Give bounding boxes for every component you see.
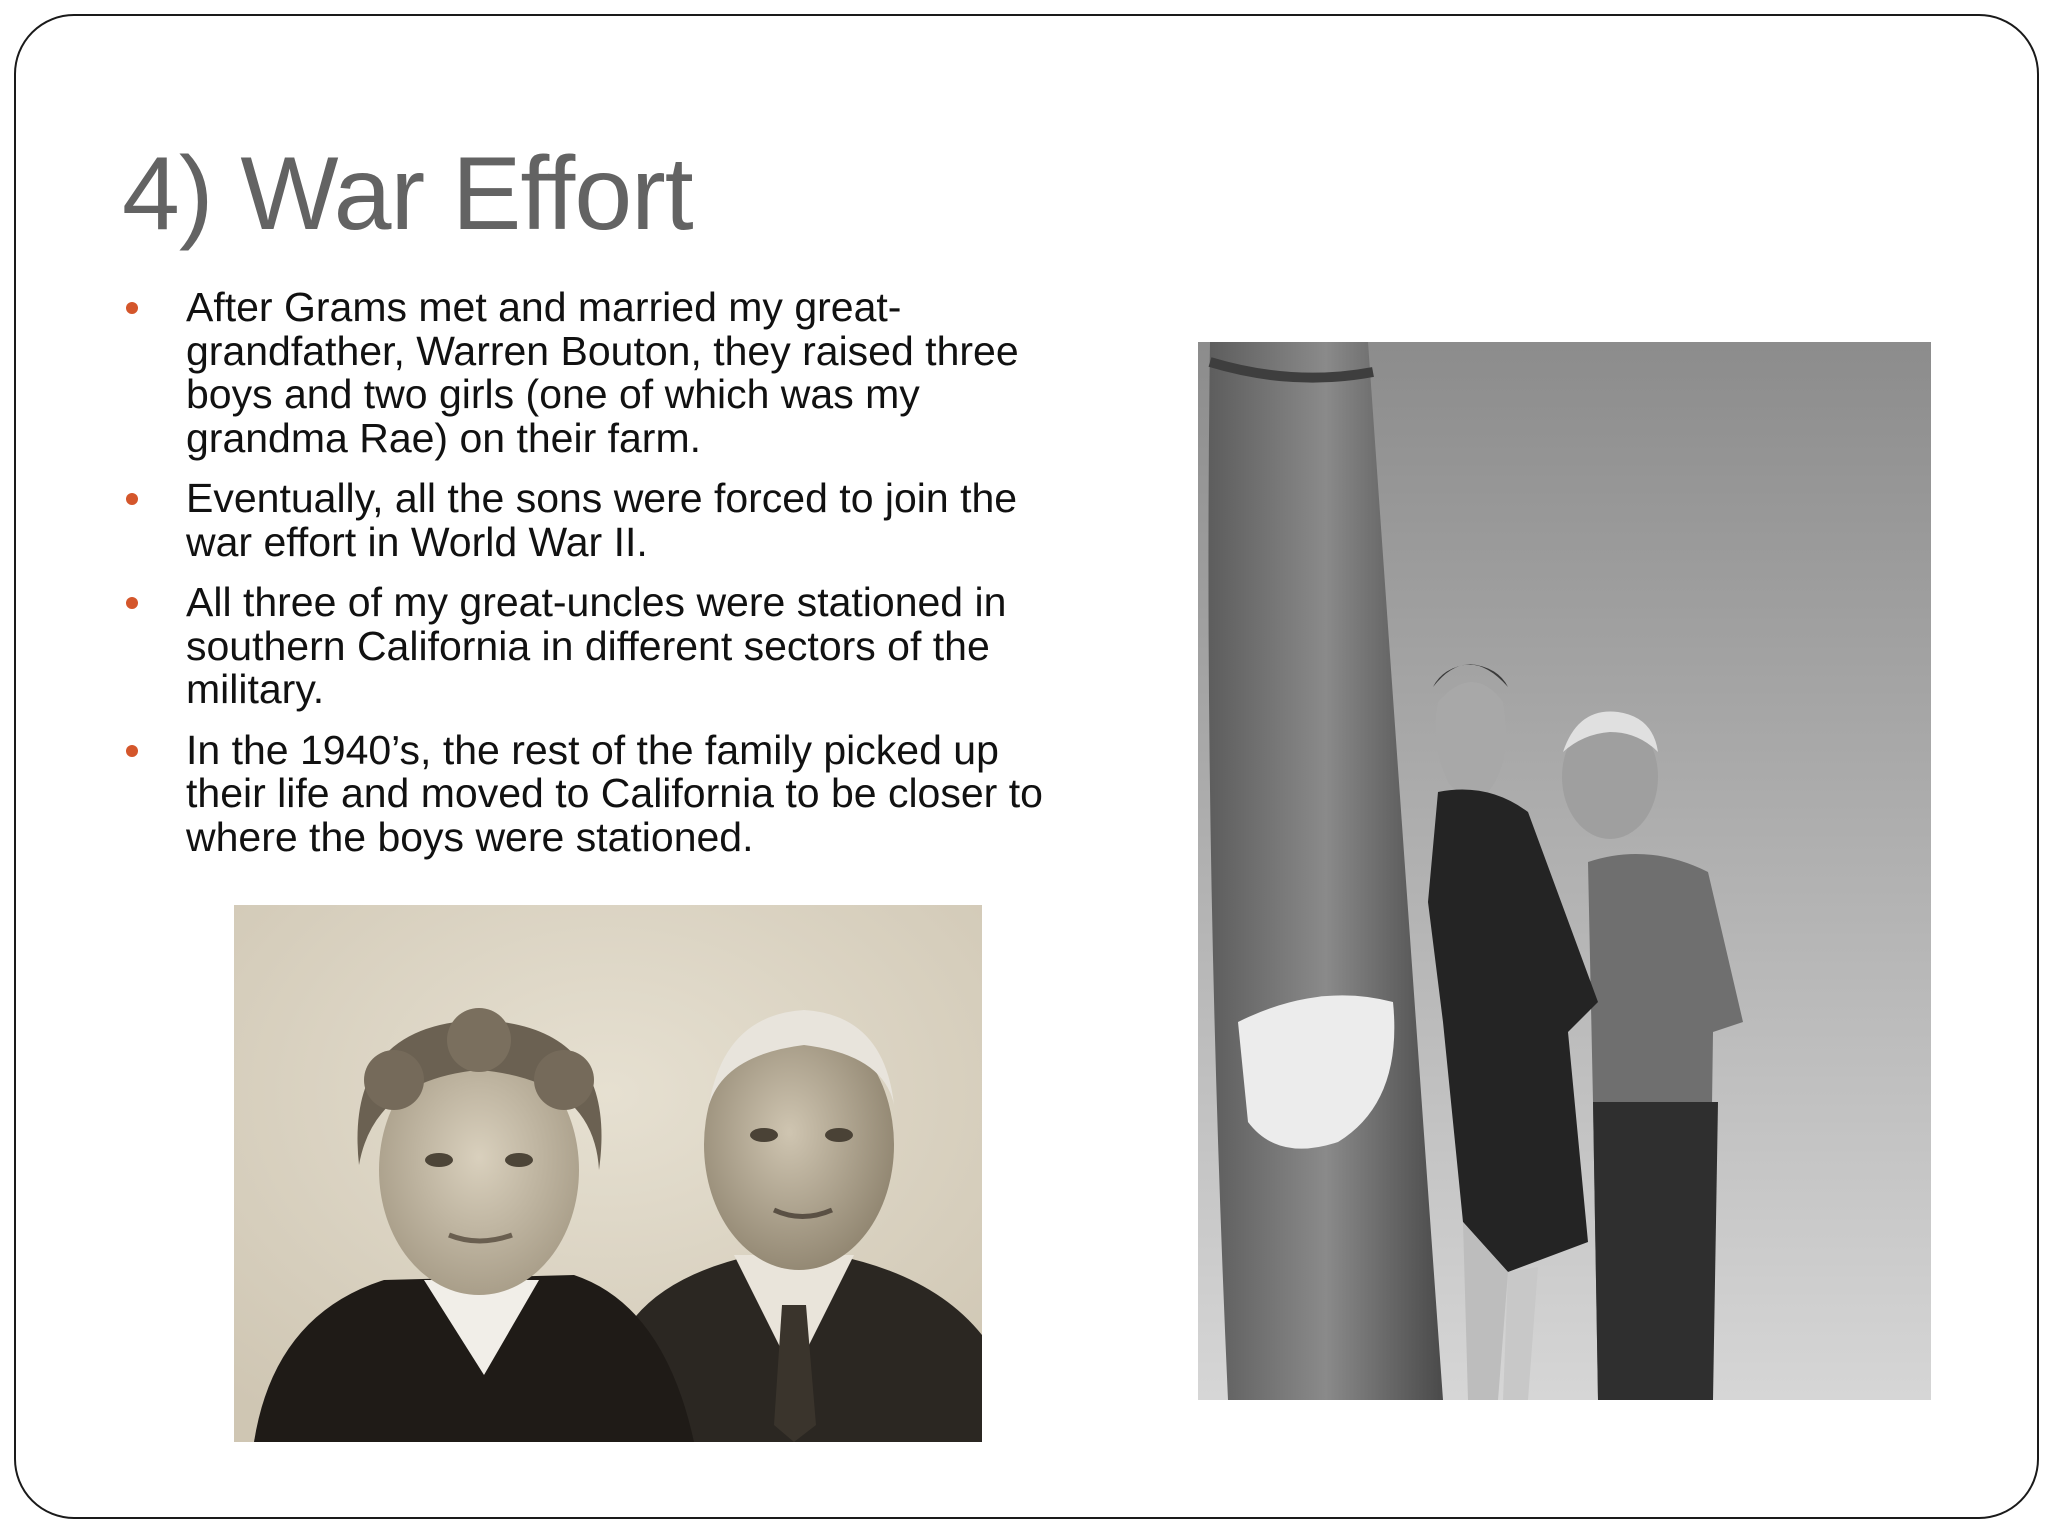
slide-title: 4) War Effort xyxy=(122,136,693,252)
bullet-dot-icon xyxy=(126,493,138,505)
bullet-item xyxy=(120,477,1080,564)
bullet-item xyxy=(120,726,1080,860)
bullet-list xyxy=(120,286,1080,876)
bullet-dot-icon xyxy=(126,597,138,609)
bullet-item xyxy=(120,581,1080,712)
bullet-text: All three of my great-uncles were stationed in southern California in different sectors of the military. xyxy=(186,579,1007,712)
bullet-text: In the 1940’s, the rest of the family picked up their life and moved to California to be closer to where the boys were stationed. xyxy=(186,726,1043,860)
couple-portrait-image xyxy=(234,905,982,1442)
bullet-dot-icon xyxy=(126,745,138,757)
bullet-text: After Grams met and married my great-grandfather, Warren Bouton, they raised three boys and two girls (one of which was my grandma Rae) on their farm. xyxy=(186,284,1019,461)
bullet-item xyxy=(120,286,1080,460)
couple-outdoor-image xyxy=(1198,342,1931,1400)
bullet-text: Eventually, all the sons were forced to join the war effort in World War II. xyxy=(186,475,1018,565)
couple-outdoor-photo xyxy=(1198,342,1931,1400)
bullet-dot-icon xyxy=(126,302,138,314)
couple-portrait-photo xyxy=(234,905,982,1442)
